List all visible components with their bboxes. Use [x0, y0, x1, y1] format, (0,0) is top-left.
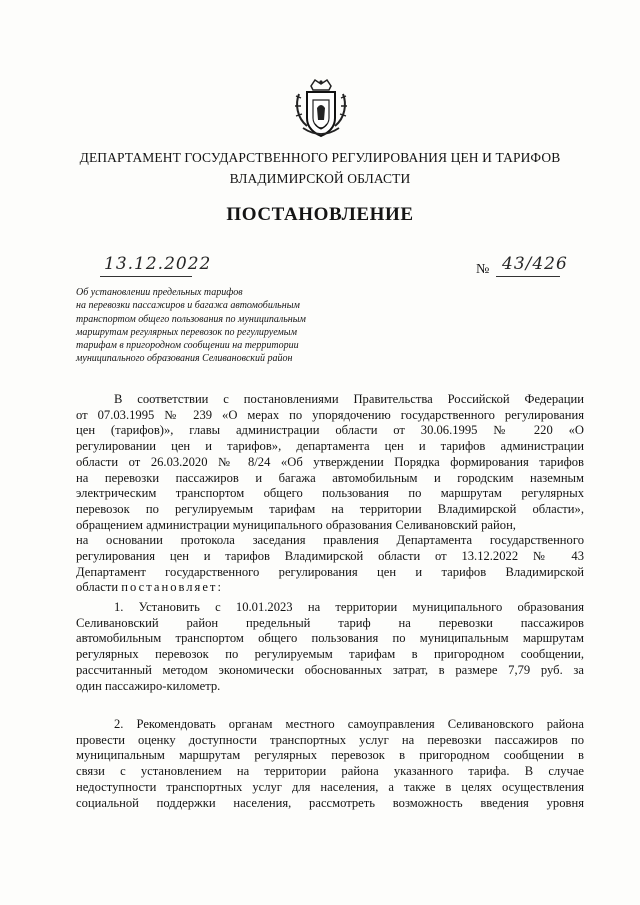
subject-line: на перевозки пассажиров и багажа автомобильным	[76, 300, 300, 312]
text-line: провести оценку доступности транспортных услуг на перевозки пассажиров по	[76, 732, 584, 747]
text-line: Департамент государственного регулирования цен и тарифов Владимирской	[76, 564, 584, 579]
text-line: области от 26.03.2020 № 8/24 «Об утверждении Порядка формирования тарифов	[76, 454, 584, 469]
text-line: на основании протокола заседания правления Департамента государственного	[76, 533, 584, 548]
department-name-line1: ДЕПАРТАМЕНТ ГОСУДАРСТВЕННОГО РЕГУЛИРОВАНИЯ ЦЕН И ТАРИФОВ	[79, 150, 561, 165]
text-line: один пассажиро-километр.	[76, 678, 221, 693]
text-line: муниципальным маршрутам регулярных перевозок в пригородном сообщении в	[76, 748, 584, 763]
item-2-paragraph	[76, 717, 584, 811]
text-line: В соответствии с постановлениями Правительства Российской Федерации	[114, 392, 584, 406]
date-underline	[100, 276, 192, 277]
text-line: цен (тарифов)», главы администрации области от 30.06.1995 № 220 «О	[76, 423, 584, 438]
text-line: электрическим транспортом общего пользования по маршрутам регулярных	[76, 486, 584, 501]
preamble-paragraph	[76, 392, 584, 596]
subject-line: транспортом общего пользования по муниципальным	[76, 313, 306, 325]
vladimir-region-coat-of-arms-icon	[293, 78, 349, 140]
text-line: от 07.03.1995 № 239 «О мерах по упорядочению государственного регулирования	[76, 407, 584, 422]
text-line: обращением администрации муниципального образования Селивановский район,	[76, 517, 516, 532]
text-line: регулирования цен и тарифов Владимирской области от 13.12.2022 № 43	[76, 549, 584, 564]
text-line: недоступности транспортных услуг для населения, а также в целях осуществления	[76, 779, 584, 794]
subject-line: тарифам в пригородном сообщении на территории	[76, 340, 299, 352]
text-line: социальной поддержки населения, рассмотреть возможность введения уровня	[76, 795, 584, 810]
text-line: связи с установлением на территории района указанного тарифа. В случае	[76, 764, 584, 779]
subject-line: Об установлении предельных тарифов	[76, 287, 243, 298]
text-line: Селивановский район предельный тариф на перевозки пассажиров	[76, 615, 584, 630]
resolve-word: постановляет:	[121, 580, 223, 595]
text-line: автомобильным транспортом общего пользования по муниципальным маршрутам	[76, 631, 584, 646]
text-line: регулярных перевозок по регулируемым тарифам в пригородном сообщении,	[76, 647, 584, 662]
document-number: 43/426	[502, 254, 568, 274]
text-line	[76, 580, 584, 596]
item-1-paragraph	[76, 600, 584, 694]
text-line: 1. Установить с 10.01.2023 на территории муниципального образования	[114, 600, 584, 614]
region-word: области	[76, 580, 119, 595]
subject-line: маршрутам регулярных перевозок по регулируемым	[76, 326, 297, 338]
department-name-line2: ВЛАДИМИРСКОЙ ОБЛАСТИ	[229, 171, 411, 186]
number-underline	[496, 276, 560, 277]
text-line: перевозок по регулируемым тарифам на территории Владимирской области»,	[76, 501, 584, 516]
document-date: 13.12.2022	[104, 254, 212, 274]
number-sign: №	[476, 262, 490, 277]
text-line: на перевозки пассажиров и багажа автомобильным и городским наземным	[76, 470, 584, 485]
text-line: регулировании цен и тарифов», департамента цен и тарифов администрации	[76, 439, 584, 454]
text-line: 2. Рекомендовать органам местного самоуправления Селивановского района	[114, 717, 584, 731]
text-line: рассчитанный методом экономически обоснованных затрат, в размере 7,79 руб. за	[76, 662, 584, 677]
subject-line: муниципального образования Селивановский район	[76, 353, 293, 365]
document-type-title: ПОСТАНОВЛЕНИЕ	[226, 204, 414, 225]
document-subject	[76, 286, 386, 366]
